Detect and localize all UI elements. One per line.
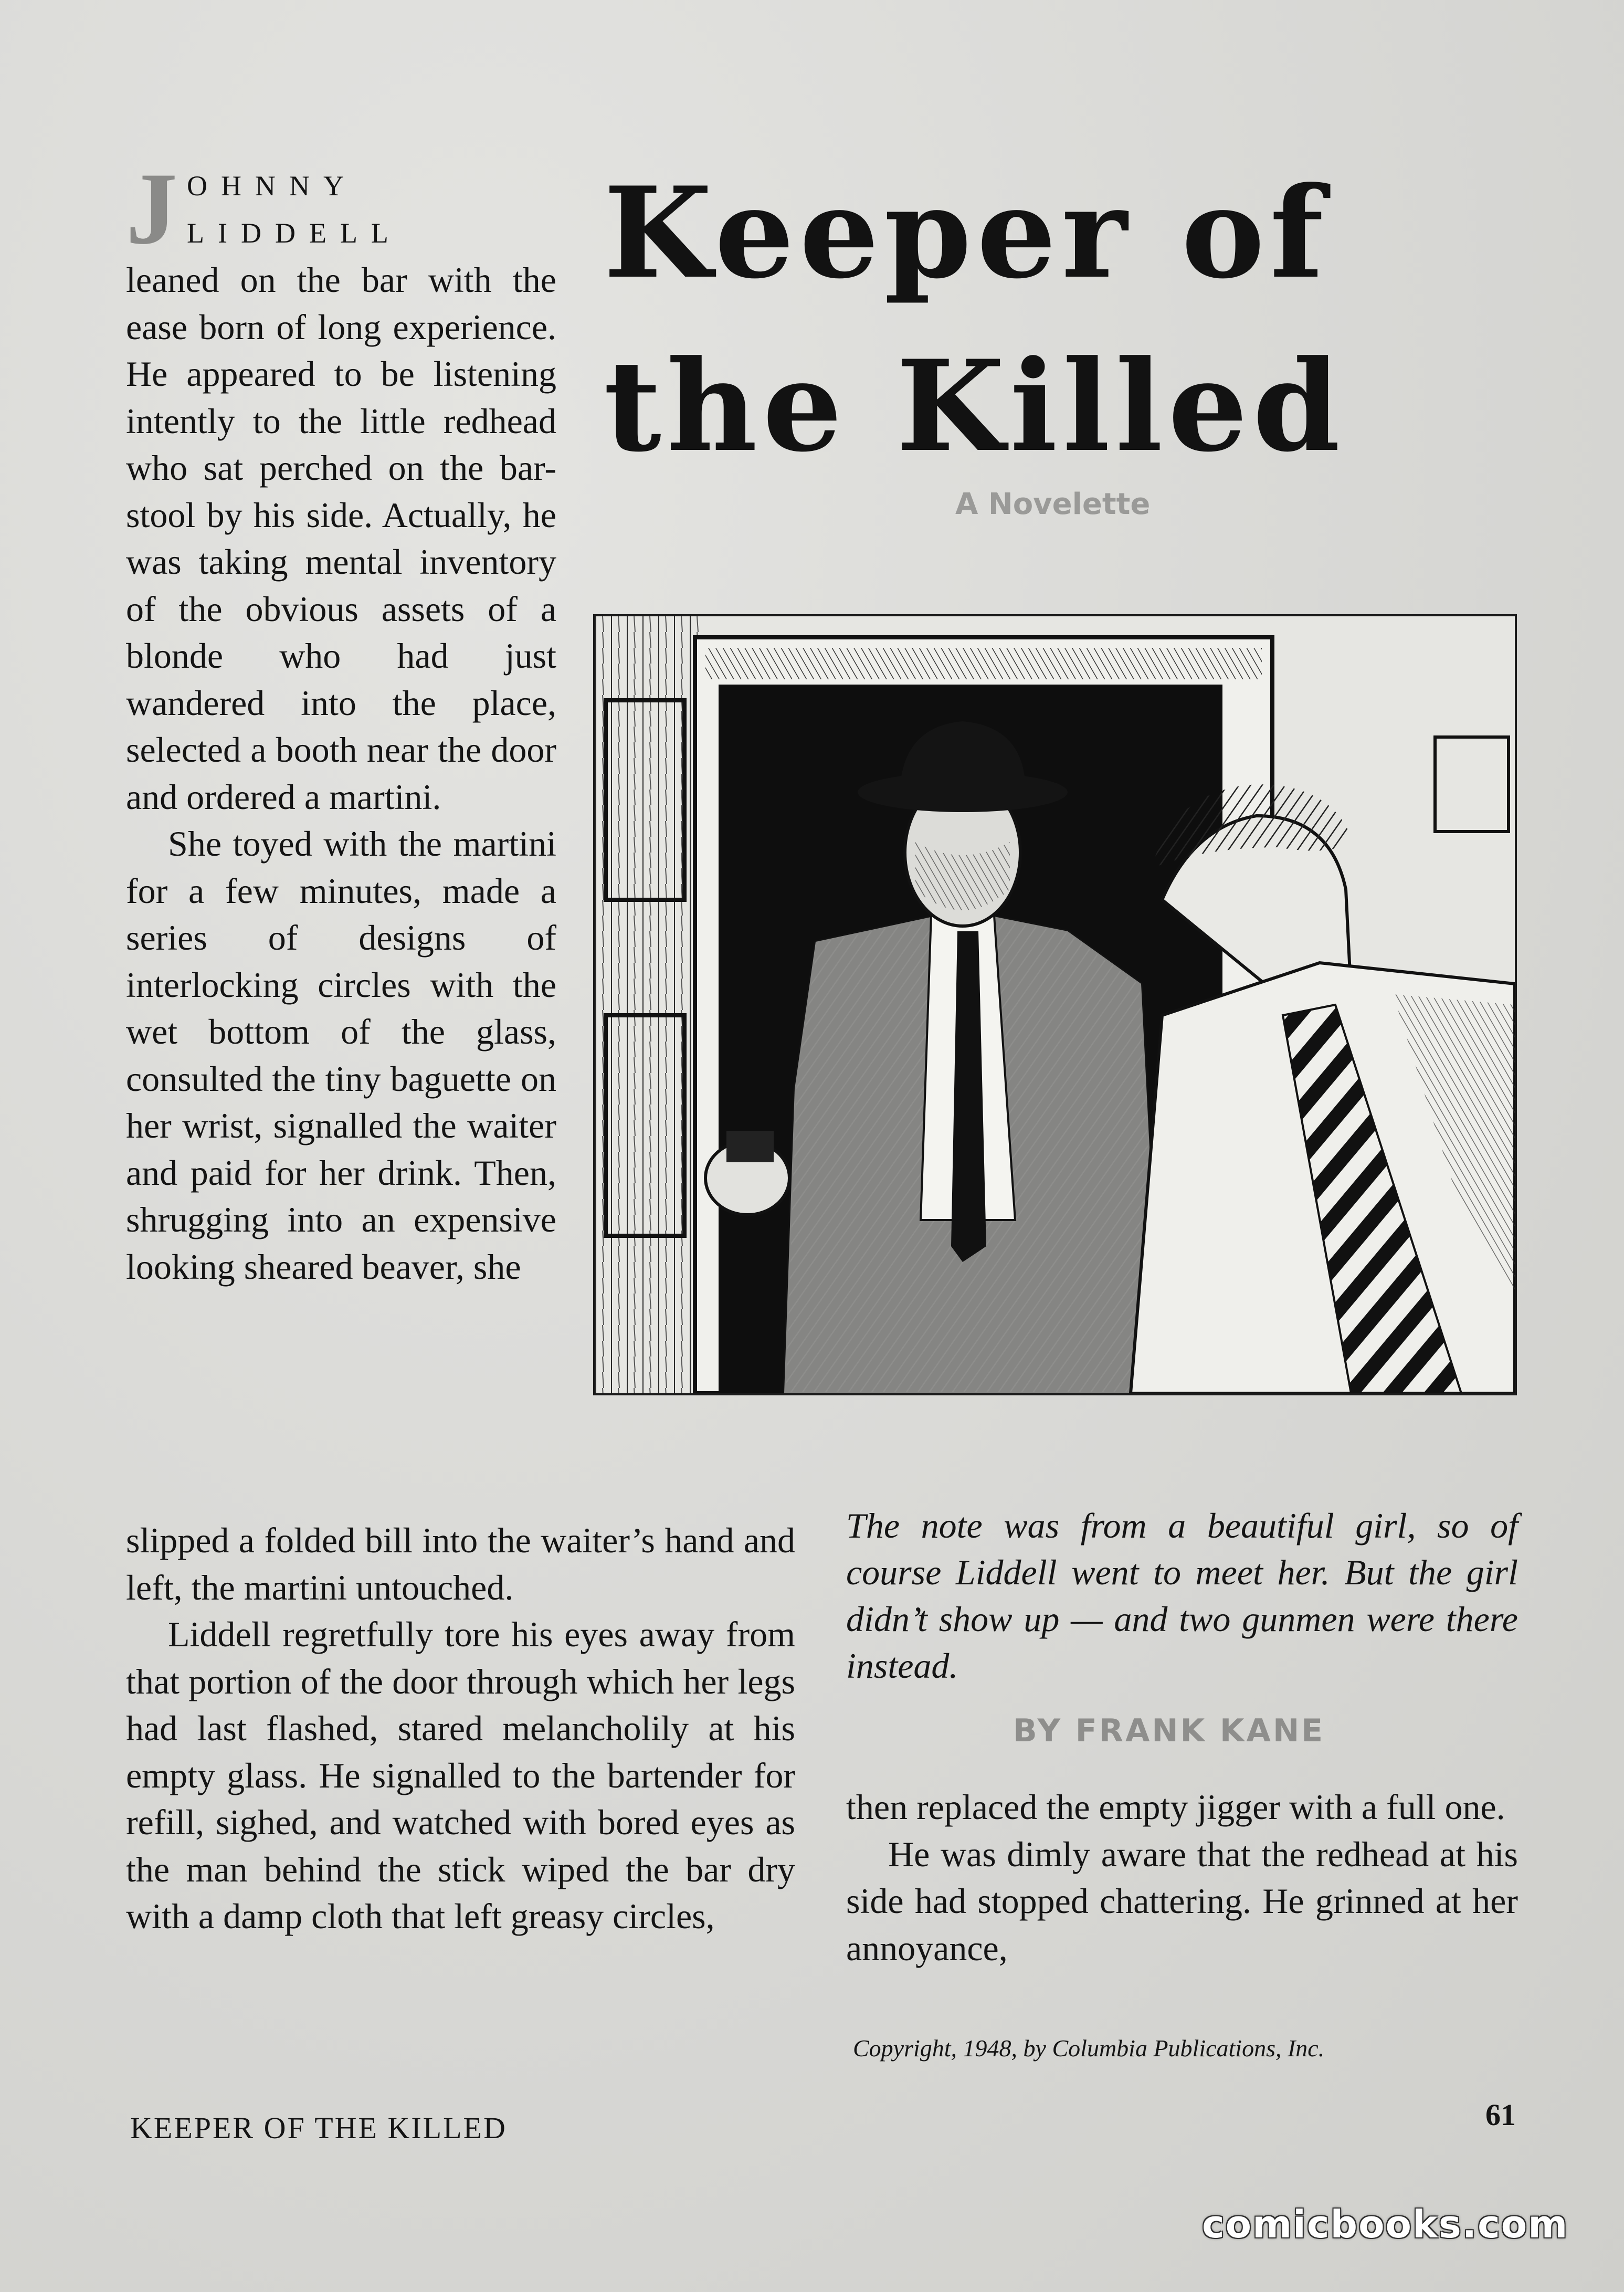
story-paragraph-right-1: then replaced the empty jigger with a full one. bbox=[846, 1787, 1505, 1827]
drop-cap: J bbox=[126, 152, 177, 266]
story-opening-line: OHNNY LIDDELL bbox=[187, 170, 402, 249]
story-byline: BY FRANK KANE bbox=[1013, 1712, 1325, 1749]
gunman-in-doorway-illustration bbox=[593, 614, 1517, 1395]
story-paragraph-3: Liddell regretfully tore his eyes away from that portion of the door through which her legs had last flashed, stared melancholily at his empty glass. He signalled to the bartender for refill, sighed, and watched with bored eyes as the man behind the stick wiped the bar dry with a damp cloth that left greasy circles, bbox=[126, 1614, 795, 1936]
story-paragraph-2-end: slipped a folded bill into the waiter’s hand and left, the martini untouched. bbox=[126, 1520, 795, 1607]
story-column-left-bottom bbox=[126, 1517, 795, 1940]
story-title bbox=[604, 147, 1496, 493]
copyright-notice: Copyright, 1948, by Columbia Publications, Inc. bbox=[853, 2035, 1325, 2062]
running-footer-title: KEEPER OF THE KILLED bbox=[130, 2111, 507, 2145]
title-line-2: the Killed bbox=[604, 333, 1346, 480]
story-paragraph-right-2: He was dimly aware that the redhead at his side had stopped chattering. He grinned at her annoyance, bbox=[846, 1834, 1518, 1968]
story-column-right bbox=[846, 1784, 1518, 1972]
story-paragraph-2-start: She toyed with the martini for a few minutes, made a series of designs of interlocking circles with the wet bottom of the glass, consulted the tiny baguette on her wrist, signalled the waiter and paid for her drink. Then, shrugging into an expensive looking sheared beaver, she bbox=[126, 824, 556, 1287]
illustration-svg bbox=[595, 616, 1515, 1393]
page-number: 61 bbox=[1485, 2098, 1516, 2132]
title-line-1: Keeper of bbox=[604, 160, 1329, 307]
story-paragraph-1: leaned on the bar with the ease born of long experience. He appeared to be listening intently to the little redhead who sat perched on the bar-stool by his side. Actually, he was taking mental inventory of the obvious assets of a blonde who had just wandered into the place, selected a booth near the door and ordered a martini. bbox=[126, 260, 556, 817]
story-blurb: The note was from a beautiful girl, so of course Liddell went to meet her. But the girl didn’t show up — and two gunmen were there instead. bbox=[846, 1506, 1518, 1686]
site-watermark: comicbooks.com bbox=[1202, 2202, 1569, 2246]
story-column-left-top bbox=[126, 152, 556, 1290]
story-subtitle: A Novelette bbox=[955, 487, 1151, 521]
